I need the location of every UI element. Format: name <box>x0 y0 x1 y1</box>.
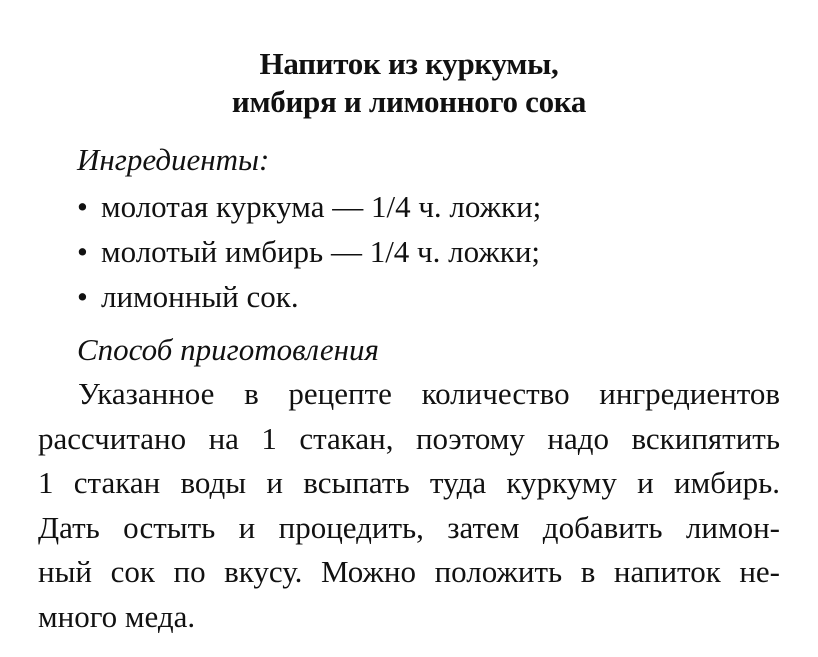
bullet-icon: • <box>77 234 88 269</box>
ingredient-text: молотая куркума — 1/4 ч. ложки; <box>101 189 542 224</box>
ingredient-item <box>77 229 541 274</box>
method-line: ный сок по вкусу. Можно положить в напиток не- <box>38 554 780 589</box>
method-line: рассчитано на 1 стакан, поэтому надо вскипятить <box>38 420 780 456</box>
ingredients-list <box>77 184 541 319</box>
recipe-title-line-1: Напиток из куркумы, <box>259 46 559 81</box>
ingredient-item <box>77 184 541 229</box>
ingredient-item <box>77 274 541 319</box>
method-line: Указанное в рецепте количество ингредиентов <box>78 376 780 411</box>
method-line: Дать остыть и процедить, затем добавить лимон- <box>38 509 780 545</box>
ingredient-text: молотый имбирь — 1/4 ч. ложки; <box>101 234 541 269</box>
ingredients-heading: Ингредиенты: <box>77 142 270 177</box>
bullet-icon: • <box>77 189 88 224</box>
method-paragraph <box>38 372 780 639</box>
method-line: 1 стакан воды и всыпать туда куркуму и имбирь. <box>38 465 780 500</box>
recipe-title-line-2: имбиря и лимонного сока <box>231 84 587 119</box>
bullet-icon: • <box>77 279 88 314</box>
ingredient-text: лимонный сок. <box>101 279 299 314</box>
method-heading: Способ приготовления <box>77 332 379 367</box>
method-line: много меда. <box>38 598 196 634</box>
